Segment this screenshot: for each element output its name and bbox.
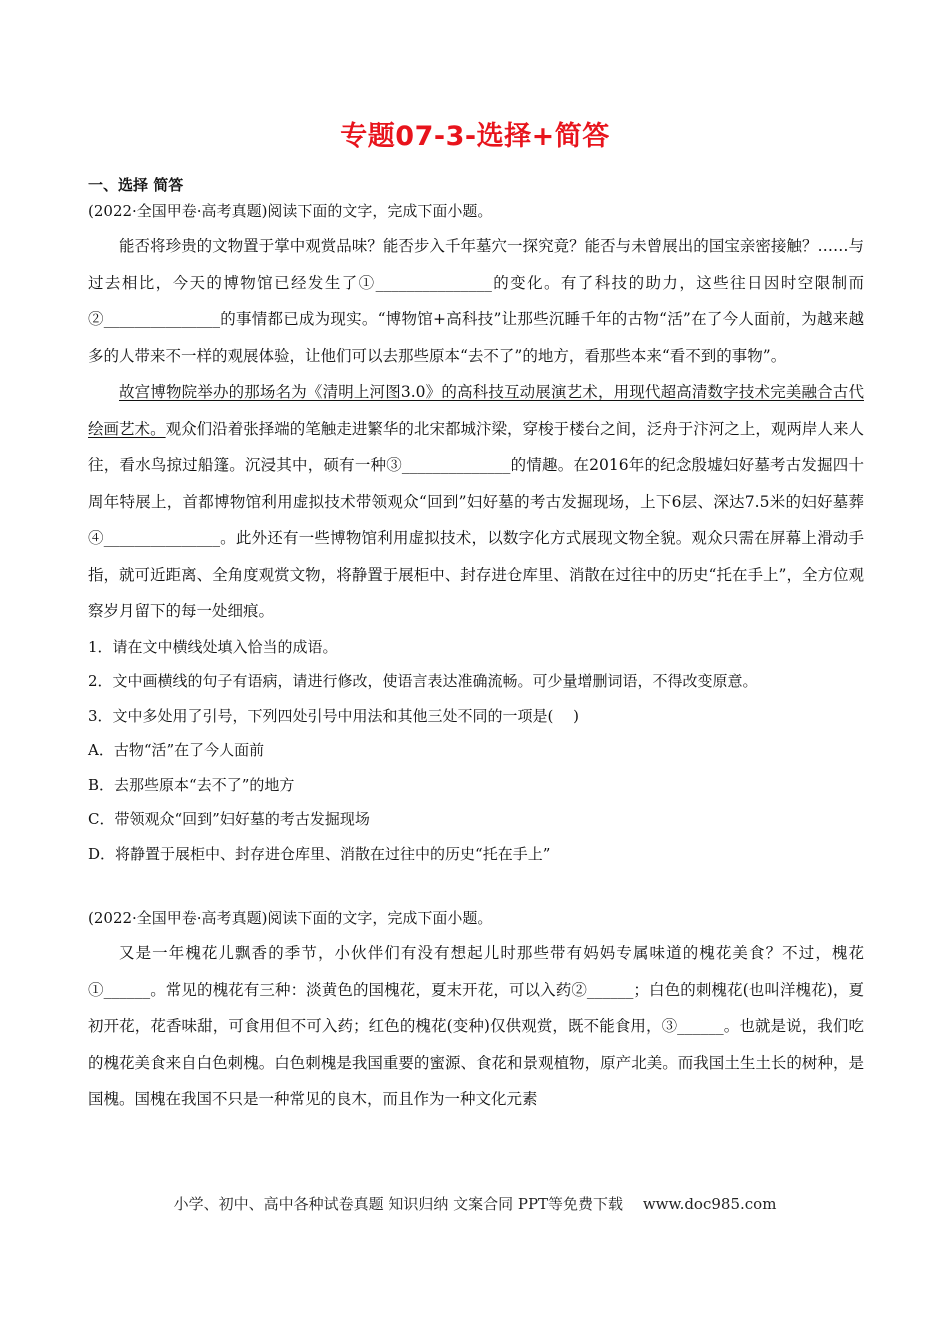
question-2: 2．文中画横线的句子有语病，请进行修改，使语言表达准确流畅。可少量增删词语，不得改变原意。	[88, 672, 758, 690]
passage-1-source: (2022·全国甲卷·高考真题)阅读下面的文字，完成下面小题。	[88, 202, 493, 220]
question-1: 1．请在文中横线处填入恰当的成语。	[88, 637, 338, 656]
question-3: 3．文中多处用了引号，下列四处引号中用法和其他三处不同的一项是( )	[88, 706, 580, 725]
passage-1-paragraph-2	[88, 374, 864, 630]
option-d: D．将静置于展柜中、封存进仓库里、消散在过往中的历史“托在手上”	[88, 844, 551, 863]
option-c: C．带领观众“回到”妇好墓的考古发掘现场	[88, 810, 370, 828]
option-b: B．去那些原本“去不了”的地方	[88, 775, 295, 794]
page-footer: 小学、初中、高中各种试卷真题 知识归纳 文案合同 PPT等免费下载 www.doc985.com	[173, 1195, 777, 1213]
option-a: A．古物“活”在了今人面前	[88, 741, 265, 759]
page-title: 专题07-3-选择+简答	[340, 121, 610, 152]
spacer	[88, 871, 864, 905]
passage-1-paragraph-1: 能否将珍贵的文物置于掌中观赏品味？能否步入千年墓穴一探究竟？能否与未曾展出的国宝亲密接触？……与过去相比，今天的博物馆已经发生了①_______________的变化。有了科技的助力，这些往日因时空限制而②_______________的事情都已成为现实。“博物馆+高科技”让那些沉睡千年的古物“活”在了今人面前，为越来越多的人带来不一样的观展体验，让他们可以去那些原本“去不了”的地方，看那些本来“看不到的事物”。	[88, 237, 864, 365]
passage-2-source: (2022·全国甲卷·高考真题)阅读下面的文字，完成下面小题。	[88, 909, 493, 927]
passage-2	[88, 905, 864, 1118]
underlined-sentence: 故宫博物院举办的那场名为《清明上河图3.0》的高科技互动展演艺术，用现代超高清数字技术完美融合古代绘画艺术。	[88, 383, 864, 438]
passage-2-paragraph-1: 又是一年槐花儿飘香的季节，小伙伴们有没有想起儿时那些带有妈妈专属味道的槐花美食？不过，槐花①______。常见的槐花有三种：淡黄色的国槐花，夏末开花，可以入药②______；白色的刺槐花(也叫洋槐花)，夏初开花，花香味甜，可食用但不可入药；红色的槐花(变种)仅供观赏，既不能食用，③______。也就是说，我们吃的槐花美食来自白色刺槐。白色刺槐是我国重要的蜜源、食花和景观植物，原产北美。而我国土生土长的树种，是国槐。国槐在我国不只是一种常见的良木，而且作为一种文化元素	[88, 944, 864, 1108]
passage-1	[88, 198, 864, 871]
paragraph-2-rest: 观众们沿着张择端的笔触走进繁华的北宋都城汴梁，穿梭于楼台之间，泛舟于汴河之上，观两岸人来人往，看水鸟掠过船篷。沉浸其中，硕有一种③______________的情趣。在2016年的纪念殷墟妇好墓考古发掘四十周年特展上，首都博物馆利用虚拟技术带领观众“回到”妇好墓的考古发掘现场，上下6层、深达7.5米的妇好墓葬④_______________。此外还有一些博物馆利用虚拟技术，以数字化方式展现文物全貌。观众只需在屏幕上滑动手指，就可近距离、全角度观赏文物，将静置于展柜中、封存进仓库里、消散在过往中的历史“托在手上”，全方位观察岁月留下的每一处细痕。	[88, 419, 864, 620]
document-body	[88, 172, 864, 1118]
section-heading: 一、选择 简答	[88, 176, 184, 194]
